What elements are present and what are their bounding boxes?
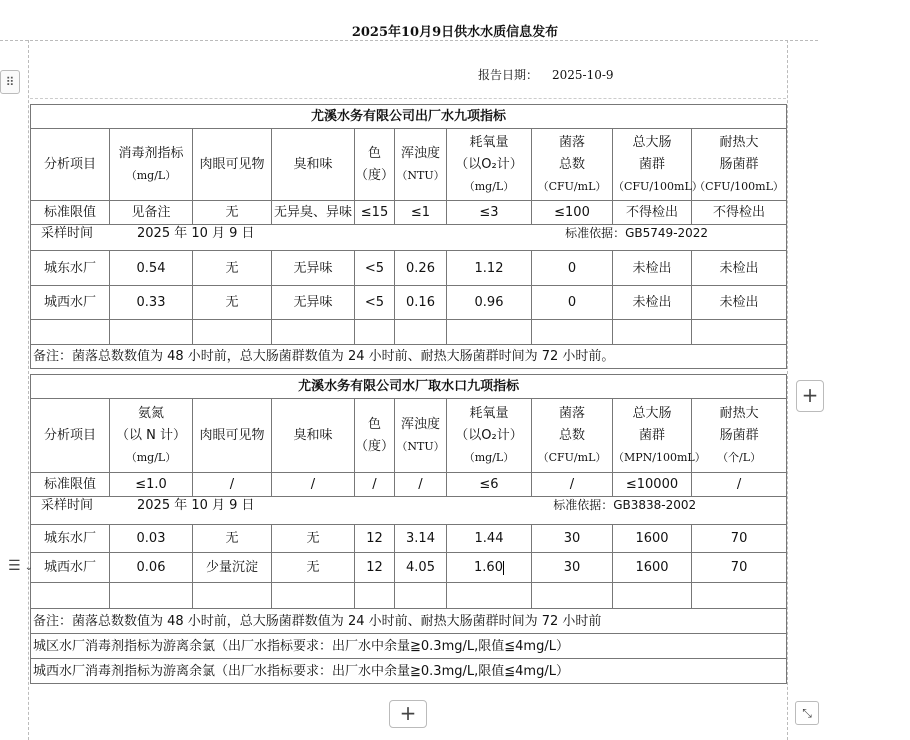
table-cell[interactable]: 0 bbox=[532, 286, 613, 320]
empty-row bbox=[31, 320, 787, 345]
factory-water-table bbox=[30, 104, 787, 369]
table-cell[interactable]: / bbox=[395, 473, 447, 497]
header-cell: 总大肠 菌群 （CFU/100mL） bbox=[613, 129, 692, 201]
note-row bbox=[31, 609, 787, 634]
empty-cell[interactable] bbox=[110, 583, 193, 609]
table-cell[interactable]: 城东水厂 bbox=[31, 525, 110, 553]
table-cell[interactable]: 少量沉淀 bbox=[193, 553, 272, 583]
table-cell[interactable]: 12 bbox=[355, 553, 395, 583]
empty-cell[interactable] bbox=[395, 320, 447, 345]
header-row bbox=[31, 399, 787, 473]
note-row bbox=[31, 659, 787, 684]
table-cell[interactable] bbox=[447, 553, 532, 583]
table-cell[interactable]: 0.96 bbox=[447, 286, 532, 320]
empty-cell[interactable] bbox=[355, 583, 395, 609]
section-title: 尤溪水务有限公司出厂水九项指标 bbox=[31, 105, 787, 129]
table-cell[interactable]: 无 bbox=[272, 553, 355, 583]
table-cell[interactable]: 0 bbox=[532, 251, 613, 286]
empty-cell[interactable] bbox=[193, 320, 272, 345]
sampling-label: 采样时间 bbox=[41, 498, 94, 513]
limits-row bbox=[31, 473, 787, 497]
table-cell[interactable]: 标准限值 bbox=[31, 473, 110, 497]
sampling-date: 2025 年 10 月 9 日 bbox=[137, 226, 255, 241]
empty-cell[interactable] bbox=[447, 320, 532, 345]
note-cell[interactable]: 城区水厂消毒剂指标为游离余氯（出厂水指标要求：出厂水中余量≧0.3mg/L,限值≦4mg/L） bbox=[31, 634, 787, 659]
table-row bbox=[31, 286, 787, 320]
page-guide-line bbox=[30, 98, 786, 99]
empty-cell[interactable] bbox=[110, 320, 193, 345]
table-cell[interactable]: 0.54 bbox=[110, 251, 193, 286]
report-date bbox=[478, 66, 614, 83]
row-menu-icon[interactable]: ☰ bbox=[8, 558, 21, 574]
empty-row bbox=[31, 583, 787, 609]
table-cell[interactable]: 城西水厂 bbox=[31, 286, 110, 320]
sampling-row bbox=[31, 225, 787, 251]
sampling-cell[interactable] bbox=[31, 497, 787, 525]
header-cell: 耐热大 肠菌群 （CFU/100mL） bbox=[692, 129, 787, 201]
table-cell[interactable]: 无异臭、异味 bbox=[272, 201, 355, 225]
header-cell: 色 （度） bbox=[355, 129, 395, 201]
limits-row bbox=[31, 201, 787, 225]
empty-cell[interactable] bbox=[447, 583, 532, 609]
row-control[interactable] bbox=[8, 558, 33, 574]
empty-cell[interactable] bbox=[613, 320, 692, 345]
table-cell[interactable]: 城东水厂 bbox=[31, 251, 110, 286]
header-row bbox=[31, 129, 787, 201]
table-cell[interactable]: 不得检出 bbox=[692, 201, 787, 225]
table-cell[interactable]: 3.14 bbox=[395, 525, 447, 553]
table-cell[interactable]: 不得检出 bbox=[613, 201, 692, 225]
table-row bbox=[31, 251, 787, 286]
table-cell[interactable]: 无 bbox=[193, 251, 272, 286]
report-date-label: 报告日期： bbox=[478, 68, 539, 82]
empty-cell[interactable] bbox=[532, 320, 613, 345]
table-cell[interactable]: 4.05 bbox=[395, 553, 447, 583]
empty-cell[interactable] bbox=[692, 583, 787, 609]
table-cell[interactable]: 30 bbox=[532, 553, 613, 583]
empty-cell[interactable] bbox=[31, 320, 110, 345]
note-cell[interactable]: 备注：菌落总数数值为 48 小时前，总大肠菌群数值为 24 小时前、耐热大肠菌群时间为 72 小时前 bbox=[31, 609, 787, 634]
empty-cell[interactable] bbox=[272, 320, 355, 345]
sampling-date: 2025 年 10 月 9 日 bbox=[137, 498, 255, 513]
header-cell: 氨氮 （以 N 计） （mg/L） bbox=[110, 399, 193, 473]
table-cell[interactable]: 1.12 bbox=[447, 251, 532, 286]
resize-handle-icon[interactable]: ⤡ bbox=[795, 701, 819, 725]
table-cell[interactable]: <5 bbox=[355, 286, 395, 320]
table-cell[interactable]: 0.06 bbox=[110, 553, 193, 583]
empty-cell[interactable] bbox=[355, 320, 395, 345]
table-cell[interactable]: 0.33 bbox=[110, 286, 193, 320]
table-cell[interactable]: 标准限值 bbox=[31, 201, 110, 225]
standard-basis: 标准依据：GB3838-2002 bbox=[553, 498, 697, 512]
table-cell[interactable]: ≤1.0 bbox=[110, 473, 193, 497]
table-cell[interactable]: 1600 bbox=[613, 525, 692, 553]
header-cell: 菌落 总数 （CFU/mL） bbox=[532, 129, 613, 201]
table-cell[interactable]: ≤3 bbox=[447, 201, 532, 225]
table-cell[interactable]: ≤100 bbox=[532, 201, 613, 225]
sampling-cell[interactable] bbox=[31, 225, 787, 251]
header-cell: 肉眼可见物 bbox=[193, 399, 272, 473]
table-cell[interactable]: 无 bbox=[193, 525, 272, 553]
table-cell[interactable]: 城西水厂 bbox=[31, 553, 110, 583]
header-cell: 色 （度） bbox=[355, 399, 395, 473]
standard-basis: 标准依据：GB5749-2022 bbox=[565, 226, 709, 240]
table-cell[interactable]: 0.16 bbox=[395, 286, 447, 320]
empty-cell[interactable] bbox=[532, 583, 613, 609]
empty-cell[interactable] bbox=[31, 583, 110, 609]
note-cell[interactable]: 城西水厂消毒剂指标为游离余氯（出厂水指标要求：出厂水中余量≧0.3mg/L,限值≦4mg/L） bbox=[31, 659, 787, 684]
table-row bbox=[31, 553, 787, 583]
table-cell[interactable]: 未检出 bbox=[692, 286, 787, 320]
table-cell[interactable]: 无 bbox=[193, 286, 272, 320]
chevron-down-icon[interactable]: ⌄ bbox=[24, 562, 33, 573]
table-cell[interactable]: / bbox=[355, 473, 395, 497]
table-cell[interactable]: ≤10000 bbox=[613, 473, 692, 497]
add-row-button[interactable]: + bbox=[389, 700, 427, 728]
table-row bbox=[31, 525, 787, 553]
table-cell[interactable]: ≤15 bbox=[355, 201, 395, 225]
header-cell: 浑浊度 （NTU） bbox=[395, 399, 447, 473]
table-cell[interactable]: 未检出 bbox=[613, 286, 692, 320]
table-cell[interactable]: / bbox=[272, 473, 355, 497]
note-row bbox=[31, 634, 787, 659]
header-cell: 耗氧量 （以O₂计） （mg/L） bbox=[447, 129, 532, 201]
header-cell: 分析项目 bbox=[31, 399, 110, 473]
empty-cell[interactable] bbox=[395, 583, 447, 609]
header-cell: 耐热大 肠菌群 （个/L） bbox=[692, 399, 787, 473]
header-cell: 臭和味 bbox=[272, 399, 355, 473]
section-title: 尤溪水务有限公司水厂取水口九项指标 bbox=[31, 375, 787, 399]
sampling-row bbox=[31, 497, 787, 525]
text-cursor bbox=[503, 561, 504, 575]
table-cell[interactable]: 70 bbox=[692, 553, 787, 583]
table-cell[interactable]: <5 bbox=[355, 251, 395, 286]
table-cell[interactable]: 无 bbox=[272, 525, 355, 553]
add-column-button[interactable]: + bbox=[796, 380, 824, 412]
report-date-value: 2025-10-9 bbox=[552, 68, 614, 82]
table-cell[interactable]: / bbox=[692, 473, 787, 497]
table-cell[interactable]: / bbox=[193, 473, 272, 497]
empty-cell[interactable] bbox=[692, 320, 787, 345]
empty-cell[interactable] bbox=[272, 583, 355, 609]
header-cell: 分析项目 bbox=[31, 129, 110, 201]
drag-handle-icon[interactable]: ⠿ bbox=[0, 70, 20, 94]
table-cell[interactable]: 无异味 bbox=[272, 286, 355, 320]
note-row bbox=[31, 345, 787, 369]
table-cell[interactable]: 未检出 bbox=[613, 251, 692, 286]
note-cell[interactable]: 备注：菌落总数数值为 48 小时前，总大肠菌群数值为 24 小时前、耐热大肠菌群时间为 72 小时前。 bbox=[31, 345, 787, 369]
table-cell[interactable]: / bbox=[532, 473, 613, 497]
table-cell[interactable]: 未检出 bbox=[692, 251, 787, 286]
table-cell[interactable]: 12 bbox=[355, 525, 395, 553]
header-cell: 臭和味 bbox=[272, 129, 355, 201]
header-cell: 肉眼可见物 bbox=[193, 129, 272, 201]
sampling-label: 采样时间 bbox=[41, 226, 94, 241]
table-cell[interactable]: 30 bbox=[532, 525, 613, 553]
page-title: 2025年10月9日供水水质信息发布 bbox=[351, 25, 559, 40]
intake-water-table bbox=[30, 374, 787, 684]
table-cell[interactable]: 无 bbox=[193, 201, 272, 225]
empty-cell[interactable] bbox=[613, 583, 692, 609]
table-cell[interactable]: ≤1 bbox=[395, 201, 447, 225]
table-cell[interactable]: ≤6 bbox=[447, 473, 532, 497]
table-cell[interactable]: 0.26 bbox=[395, 251, 447, 286]
header-cell: 菌落 总数 （CFU/mL） bbox=[532, 399, 613, 473]
active-cell-text[interactable]: 1.60 bbox=[474, 560, 503, 575]
table-cell[interactable]: 1.44 bbox=[447, 525, 532, 553]
table-cell[interactable]: 无异味 bbox=[272, 251, 355, 286]
empty-cell[interactable] bbox=[193, 583, 272, 609]
header-cell: 总大肠 菌群 （MPN/100mL） bbox=[613, 399, 692, 473]
table-cell[interactable]: 70 bbox=[692, 525, 787, 553]
header-cell: 消毒剂指标 （mg/L） bbox=[110, 129, 193, 201]
header-cell: 耗氧量 （以O₂计） （mg/L） bbox=[447, 399, 532, 473]
table-cell[interactable]: 1600 bbox=[613, 553, 692, 583]
header-cell: 浑浊度 （NTU） bbox=[395, 129, 447, 201]
table-cell[interactable]: 0.03 bbox=[110, 525, 193, 553]
table-cell[interactable]: 见备注 bbox=[110, 201, 193, 225]
